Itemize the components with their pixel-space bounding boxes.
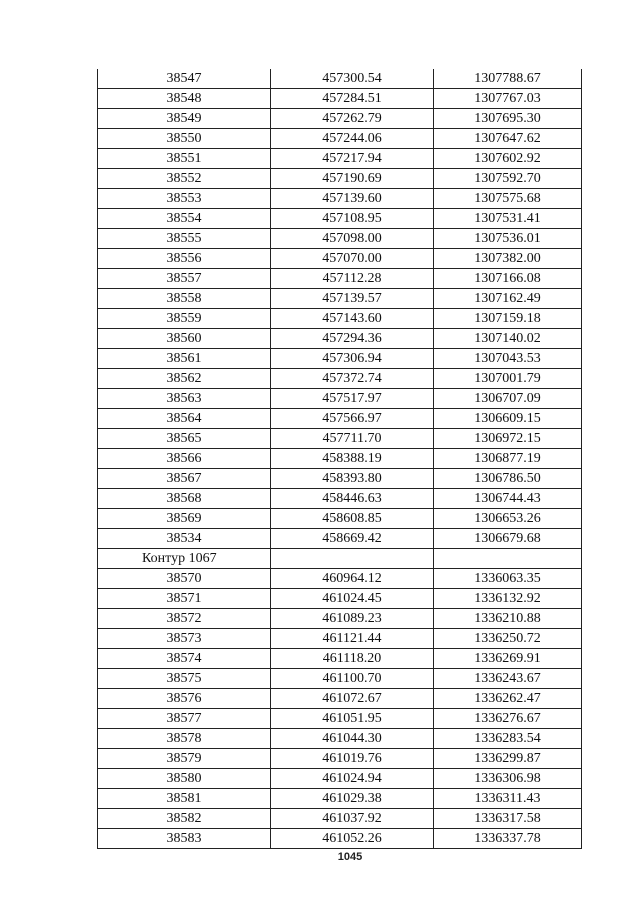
- y-coordinate-cell: 1307767.03: [434, 89, 582, 109]
- x-coordinate-cell: 457372.74: [271, 369, 434, 389]
- table-row: [98, 389, 582, 409]
- table-row: [98, 749, 582, 769]
- y-coordinate-cell: 1307159.18: [434, 309, 582, 329]
- y-coordinate-cell: 1307788.67: [434, 69, 582, 89]
- y-coordinate-cell: 1307531.41: [434, 209, 582, 229]
- point-number-cell: 38557: [98, 269, 271, 289]
- point-number-cell: 38580: [98, 769, 271, 789]
- table-row: [98, 349, 582, 369]
- point-number-cell: 38575: [98, 669, 271, 689]
- x-coordinate-cell: 457711.70: [271, 429, 434, 449]
- table-row: [98, 229, 582, 249]
- table-row: [98, 649, 582, 669]
- y-coordinate-cell: 1336132.92: [434, 589, 582, 609]
- point-number-cell: 38563: [98, 389, 271, 409]
- table-row: [98, 209, 582, 229]
- x-coordinate-cell: 457566.97: [271, 409, 434, 429]
- x-coordinate-cell: 457294.36: [271, 329, 434, 349]
- table-row: [98, 589, 582, 609]
- y-coordinate-cell: 1307382.00: [434, 249, 582, 269]
- point-number-cell: 38552: [98, 169, 271, 189]
- table-row: [98, 609, 582, 629]
- y-coordinate-cell: 1336262.47: [434, 689, 582, 709]
- table-row: [98, 289, 582, 309]
- point-number-cell: 38534: [98, 529, 271, 549]
- x-coordinate-cell: 457070.00: [271, 249, 434, 269]
- table-row: [98, 489, 582, 509]
- y-coordinate-cell: 1307162.49: [434, 289, 582, 309]
- y-coordinate-cell: 1307140.02: [434, 329, 582, 349]
- point-number-cell: 38576: [98, 689, 271, 709]
- y-coordinate-cell: 1306972.15: [434, 429, 582, 449]
- table-row: [98, 249, 582, 269]
- point-number-cell: 38570: [98, 569, 271, 589]
- point-number-cell: 38568: [98, 489, 271, 509]
- x-coordinate-cell: 458388.19: [271, 449, 434, 469]
- y-coordinate-cell: 1336210.88: [434, 609, 582, 629]
- x-coordinate-cell: 457517.97: [271, 389, 434, 409]
- y-coordinate-cell: 1307536.01: [434, 229, 582, 249]
- table-row: [98, 329, 582, 349]
- y-coordinate-cell: 1306679.68: [434, 529, 582, 549]
- table-row: [98, 109, 582, 129]
- y-coordinate-cell: 1336337.78: [434, 829, 582, 849]
- table-row: [98, 69, 582, 89]
- page-number: 1045: [337, 851, 363, 863]
- y-coordinate-cell: 1307592.70: [434, 169, 582, 189]
- point-number-cell: 38549: [98, 109, 271, 129]
- x-coordinate-cell: 461052.26: [271, 829, 434, 849]
- x-coordinate-cell: 461029.38: [271, 789, 434, 809]
- table-row: [98, 709, 582, 729]
- table-row: [98, 429, 582, 449]
- point-number-cell: 38550: [98, 129, 271, 149]
- coordinates-table: [97, 69, 582, 849]
- point-number-cell: 38567: [98, 469, 271, 489]
- y-coordinate-cell: 1307575.68: [434, 189, 582, 209]
- x-coordinate-cell: 461072.67: [271, 689, 434, 709]
- y-coordinate-cell: 1307001.79: [434, 369, 582, 389]
- point-number-cell: 38553: [98, 189, 271, 209]
- coordinates-table-body: [98, 69, 582, 849]
- x-coordinate-cell: 457098.00: [271, 229, 434, 249]
- point-number-cell: 38581: [98, 789, 271, 809]
- point-number-cell: 38547: [98, 69, 271, 89]
- table-row: [98, 829, 582, 849]
- y-coordinate-cell: 1306653.26: [434, 509, 582, 529]
- point-number-cell: 38551: [98, 149, 271, 169]
- x-coordinate-cell: 461044.30: [271, 729, 434, 749]
- y-coordinate-cell: 1306707.09: [434, 389, 582, 409]
- table-row: [98, 789, 582, 809]
- table-row: [98, 169, 582, 189]
- y-coordinate-cell: 1306744.43: [434, 489, 582, 509]
- x-coordinate-cell: 461118.20: [271, 649, 434, 669]
- x-coordinate-cell: 457217.94: [271, 149, 434, 169]
- point-number-cell: 38579: [98, 749, 271, 769]
- x-coordinate-cell: 457139.60: [271, 189, 434, 209]
- y-coordinate-cell: 1307647.62: [434, 129, 582, 149]
- x-coordinate-cell: 458393.80: [271, 469, 434, 489]
- point-number-cell: 38571: [98, 589, 271, 609]
- x-coordinate-cell: 457190.69: [271, 169, 434, 189]
- x-coordinate-cell: 461024.45: [271, 589, 434, 609]
- table-row: [98, 409, 582, 429]
- point-number-cell: 38561: [98, 349, 271, 369]
- point-number-cell: 38562: [98, 369, 271, 389]
- x-coordinate-cell: 461024.94: [271, 769, 434, 789]
- table-row: [98, 89, 582, 109]
- y-coordinate-cell: 1307695.30: [434, 109, 582, 129]
- table-row: [98, 729, 582, 749]
- table-row: [98, 469, 582, 489]
- point-number-cell: 38569: [98, 509, 271, 529]
- point-number-cell: 38583: [98, 829, 271, 849]
- y-coordinate-cell: 1336250.72: [434, 629, 582, 649]
- x-coordinate-cell: 457306.94: [271, 349, 434, 369]
- y-coordinate-cell: 1336311.43: [434, 789, 582, 809]
- y-coordinate-cell: 1336306.98: [434, 769, 582, 789]
- x-coordinate-cell: 457244.06: [271, 129, 434, 149]
- point-number-cell: 38582: [98, 809, 271, 829]
- point-number-cell: 38578: [98, 729, 271, 749]
- empty-cell: [271, 549, 434, 569]
- point-number-cell: 38564: [98, 409, 271, 429]
- point-number-cell: 38572: [98, 609, 271, 629]
- y-coordinate-cell: 1336276.67: [434, 709, 582, 729]
- contour-label: Контур 1067: [98, 549, 271, 569]
- y-coordinate-cell: 1336299.87: [434, 749, 582, 769]
- table-row: [98, 269, 582, 289]
- table-row: [98, 769, 582, 789]
- x-coordinate-cell: 457108.95: [271, 209, 434, 229]
- point-number-cell: 38559: [98, 309, 271, 329]
- table-row: [98, 509, 582, 529]
- y-coordinate-cell: 1336269.91: [434, 649, 582, 669]
- y-coordinate-cell: 1307602.92: [434, 149, 582, 169]
- y-coordinate-cell: 1306609.15: [434, 409, 582, 429]
- x-coordinate-cell: 460964.12: [271, 569, 434, 589]
- table-row: [98, 309, 582, 329]
- table-row: [98, 629, 582, 649]
- table-row: [98, 689, 582, 709]
- y-coordinate-cell: 1336063.35: [434, 569, 582, 589]
- y-coordinate-cell: 1307166.08: [434, 269, 582, 289]
- point-number-cell: 38565: [98, 429, 271, 449]
- point-number-cell: 38555: [98, 229, 271, 249]
- x-coordinate-cell: 461051.95: [271, 709, 434, 729]
- x-coordinate-cell: 461100.70: [271, 669, 434, 689]
- y-coordinate-cell: 1306877.19: [434, 449, 582, 469]
- x-coordinate-cell: 457284.51: [271, 89, 434, 109]
- x-coordinate-cell: 457112.28: [271, 269, 434, 289]
- table-row: [98, 449, 582, 469]
- x-coordinate-cell: 457262.79: [271, 109, 434, 129]
- y-coordinate-cell: 1336283.54: [434, 729, 582, 749]
- empty-cell: [434, 549, 582, 569]
- y-coordinate-cell: 1336317.58: [434, 809, 582, 829]
- point-number-cell: 38558: [98, 289, 271, 309]
- table-row: [98, 149, 582, 169]
- x-coordinate-cell: 461089.23: [271, 609, 434, 629]
- point-number-cell: 38556: [98, 249, 271, 269]
- point-number-cell: 38566: [98, 449, 271, 469]
- table-row: [98, 369, 582, 389]
- x-coordinate-cell: 461037.92: [271, 809, 434, 829]
- x-coordinate-cell: 458608.85: [271, 509, 434, 529]
- x-coordinate-cell: 458669.42: [271, 529, 434, 549]
- point-number-cell: 38548: [98, 89, 271, 109]
- x-coordinate-cell: 461121.44: [271, 629, 434, 649]
- table-row: [98, 529, 582, 549]
- point-number-cell: 38574: [98, 649, 271, 669]
- x-coordinate-cell: 457143.60: [271, 309, 434, 329]
- point-number-cell: 38577: [98, 709, 271, 729]
- table-row: [98, 809, 582, 829]
- point-number-cell: 38573: [98, 629, 271, 649]
- table-row: [98, 569, 582, 589]
- x-coordinate-cell: 457139.57: [271, 289, 434, 309]
- y-coordinate-cell: 1336243.67: [434, 669, 582, 689]
- table-row: [98, 669, 582, 689]
- x-coordinate-cell: 461019.76: [271, 749, 434, 769]
- y-coordinate-cell: 1307043.53: [434, 349, 582, 369]
- table-row: [98, 189, 582, 209]
- table-row: [98, 129, 582, 149]
- y-coordinate-cell: 1306786.50: [434, 469, 582, 489]
- x-coordinate-cell: 457300.54: [271, 69, 434, 89]
- point-number-cell: 38560: [98, 329, 271, 349]
- section-header-row: [98, 549, 582, 569]
- x-coordinate-cell: 458446.63: [271, 489, 434, 509]
- point-number-cell: 38554: [98, 209, 271, 229]
